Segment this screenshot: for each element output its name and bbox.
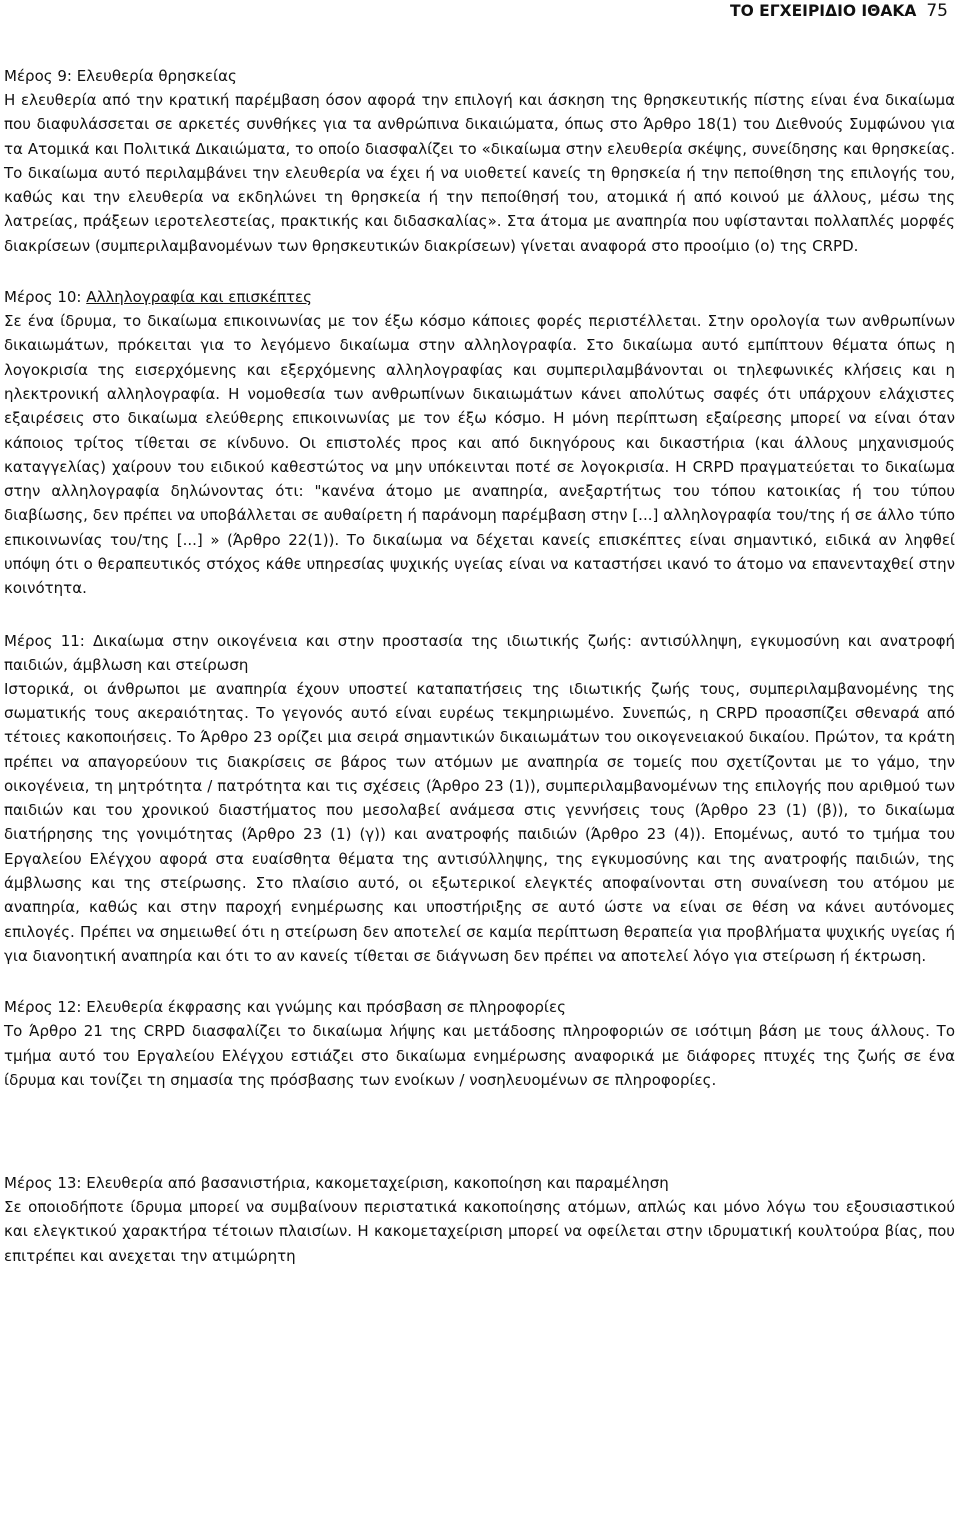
section-paragraph: Σε οποιοδήποτε ίδρυμα μπορεί να συμβαίνουν περιστατικά κακοποίησης ατόμων, απλώς και μόνο λόγω του εξουσιαστικού και ελεγκτικού χαρακτήρα τέτοιων πλαισίων. Η κακομεταχείριση μπορεί να οφείλεται στην ιδρυματική κουλτούρα βίας, που επιτρέπει και ανεχεται την ατιμώρητη xyxy=(4,1198,955,1265)
document-body xyxy=(4,64,955,1268)
section-heading-title: Αλληλογραφία και επισκέπτες xyxy=(86,288,312,307)
section-part-10 xyxy=(4,285,955,601)
section-heading-title: Ελευθερία από βασανιστήρια, κακομεταχείριση, κακοποίηση και παραμέληση xyxy=(86,1174,669,1193)
section-heading-prefix: Μέρος 11: xyxy=(4,631,94,650)
section-heading xyxy=(4,285,955,309)
section-heading-title: Ελευθερία θρησκείας xyxy=(76,67,237,85)
section-heading-prefix: Μέρος 9: xyxy=(4,67,77,85)
section-paragraph: Η ελευθερία από την κρατική παρέμβαση όσον αφορά την επιλογή και άσκηση της θρησκευτικής πίστης είναι ένα δικαίωμα που διαφυλάσσεται σε αρκετές συνθήκες για τα ανθρώπινα δικαιώματα, όπως στο Άρθρο 18(1) του Διεθνούς Συμφώνου για τα Ατομικά και Πολιτικά Δικαιώματα, το οποίο διασφαλίζει το «δικαίωμα στην ελευθερία σκέψης, συνείδησης και θρησκείας. Το δικαίωμα αυτό περιλαμβάνει την ελευθερία να έχει ή να υιοθετεί κανείς τη θρησκεία ή την πεποίθηση της επιλογής του, καθώς και την ελευθερία να εκδηλώνει τη θρησκεία ή την πεποίθησή του, ατομικά ή από κοινού με άλλους, μέσω της λατρείας, πράξεων ιεροτελεστείας, πρακτικής και διδασκαλίας». Στα άτομα με αναπηρία που υφίστανται πολλαπλές μορφές διακρίσεων (συμπεριλαμβανομένων των θρησκευτικών διακρίσεων) γίνεται αναφορά στο προοίμιο (ο) της CRPD. xyxy=(4,91,955,255)
section-heading-title: Δικαίωμα στην οικογένεια και στην προστασία της ιδιωτικής ζωής: αντισύλληψη, εγκυμοσύνη και ανατροφή παιδιών, άμβλωση και στείρωση xyxy=(4,631,955,674)
section-heading xyxy=(4,629,955,677)
section-heading xyxy=(4,1171,955,1195)
section-heading-prefix: Μέρος 12: xyxy=(4,998,87,1017)
section-part-11 xyxy=(4,629,955,969)
section-paragraph: Το Άρθρο 21 της CRPD διασφαλίζει το δικαίωμα λήψης και μετάδοσης πληροφοριών σε ισότιμη βάση με τους άλλους. Το τμήμα αυτό του Εργαλείου Ελέγχου εστιάζει στο δικαίωμα ενημέρωσης αναφορικά με διάφορες πτυχές της ζωής σε ένα ίδρυμα και τονίζει τη σημασία της πρόσβασης των ενοίκων / νοσηλευομένων σε πληροφορίες. xyxy=(4,1022,955,1089)
section-heading xyxy=(4,64,955,88)
section-part-13 xyxy=(4,1171,955,1268)
section-paragraph: Σε ένα ίδρυμα, το δικαίωμα επικοινωνίας με τον έξω κόσμο κάποιες φορές περιστέλλεται. Στην ορολογία των ανθρωπίνων δικαιωμάτων, πρόκειται για το λεγόμενο δικαίωμα στην αλληλογραφία. Στο δικαίωμα αυτό εμπίπτουν θέματα όπως η λογοκρισία της εισερχόμενης και εξερχόμενης αλληλογραφίας και συμπεριλαμβάνονται οι τηλεφωνικές κλήσεις και η ηλεκτρονική αλληλογραφία. Η νομοθεσία των ανθρωπίνων δικαιωμάτων κάνει απολύτως σαφές ότι υπάρχουν ελάχιστες εξαιρέσεις στο δικαίωμα ελεύθερης επικοινωνίας με τον έξω κόσμο. Η μόνη περίπτωση εξαίρεσης μπορεί να είναι όταν κάποιος τρίτος τίθεται σε κίνδυνο. Οι επιστολές προς και από δικηγόρους και δικαστήρια (και άλλους μηχανισμούς καταγγελίας) χαίρουν του ειδικού καθεστώτος να μην υπόκεινται ποτέ σε λογοκρισία. Η CRPD πραγματεύεται το δικαίωμα στην αλληλογραφία δηλώνοντας ότι: "κανένα άτομο με αναπηρία, ανεξαρτήτως του τόπου κατοικίας ή του τύπου διαβίωσης, δεν πρέπει να υποβάλλεται σε αυθαίρετη ή παράνομη παρέμβαση στην [...] αλληλογραφία του/της ή σε άλλο τύπο επικοινωνίας του/της [...] » (Άρθρο 22(1)). Το δικαίωμα να δέχεται κανείς επισκέπτες είναι σημαντικό, ειδικά αν ληφθεί υπόψη ότι ο θεραπευτικός στόχος κάθε υπηρεσίας ψυχικής υγείας είναι να καταστήσει ικανό το άτομο να επανενταχθεί στην κοινότητα. xyxy=(4,312,955,598)
section-part-9 xyxy=(4,64,955,258)
section-heading-prefix: Μέρος 13: xyxy=(4,1174,87,1193)
page-number: 75 xyxy=(926,1,948,21)
section-paragraph: Ιστορικά, οι άνθρωποι με αναπηρία έχουν υποστεί καταπατήσεις της ιδιωτικής ζωής τους, συμπεριλαμβανομένης της σωματικής τους ακεραιότητας. Το γεγονός αυτό είναι ευρέως τεκμηριωμένο. Συνεπώς, η CRPD προασπίζει σθεναρά από τέτοιες κακοποιήσεις. Το Άρθρο 23 ορίζει μια σειρά σημαντικών δικαιωμάτων του οικογενειακού δικαίου. Πρώτον, τα κράτη πρέπει να απαγορεύουν τις διακρίσεις σε βάρος των ατόμων με αναπηρία σε τομείς που σχετίζονται με το γάμο, την οικογένεια, τη μητρότητα / πατρότητα και τις σχέσεις (Άρθρο 23 (1)), συμπεριλαμβανομένων της επιλογής που αριθμού των παιδιών και του χρονικού διαστήματος που μεσολαβεί ανάμεσα στις γεννήσεις τους (Άρθρο 23 (1) (β)), το δικαίωμα διατήρησης της γονιμότητας (Άρθρο 23 (1) (γ)) και ανατροφής παιδιών (Άρθρο 23 (4)). Επομένως, αυτό το τμήμα του Εργαλείου Ελέγχου αφορά στα ευαίσθητα θέματα της αντισύλληψης, της εγκυμοσύνης και της ανατροφής παιδιών, της άμβλωσης και της στείρωσης. Στο πλαίσιο αυτό, οι εξωτερικοί ελεγκτές αποφαίνονται στη συναίνεση του ατόμου με αναπηρία, καθώς και στην παροχή ενημέρωσης και υποστήριξης σε αυτό ώστε να είναι σε θέση να κάνει αυτόνομες επιλογές. Πρέπει να σημειωθεί ότι η στείρωση δεν αποτελεί σε καμία περίπτωση θεραπεία για προβλήματα ψυχικής υγείας ή για διανοητική αναπηρία και ότι το αν κανείς τίθεται σε διάγνωση δεν πρέπει να αποτελεί λόγο για στείρωση ή έκτρωση. xyxy=(4,679,955,965)
section-heading xyxy=(4,995,955,1019)
section-part-12 xyxy=(4,995,955,1092)
document-title: ΤΟ ΕΓΧΕΙΡΙΔΙΟ ΙΘΑΚΑ xyxy=(730,2,917,20)
page-header xyxy=(730,0,948,22)
section-heading-title: Ελευθερία έκφρασης και γνώμης και πρόσβαση σε πληροφορίες xyxy=(86,998,566,1017)
section-heading-prefix: Μέρος 10: xyxy=(4,288,87,307)
